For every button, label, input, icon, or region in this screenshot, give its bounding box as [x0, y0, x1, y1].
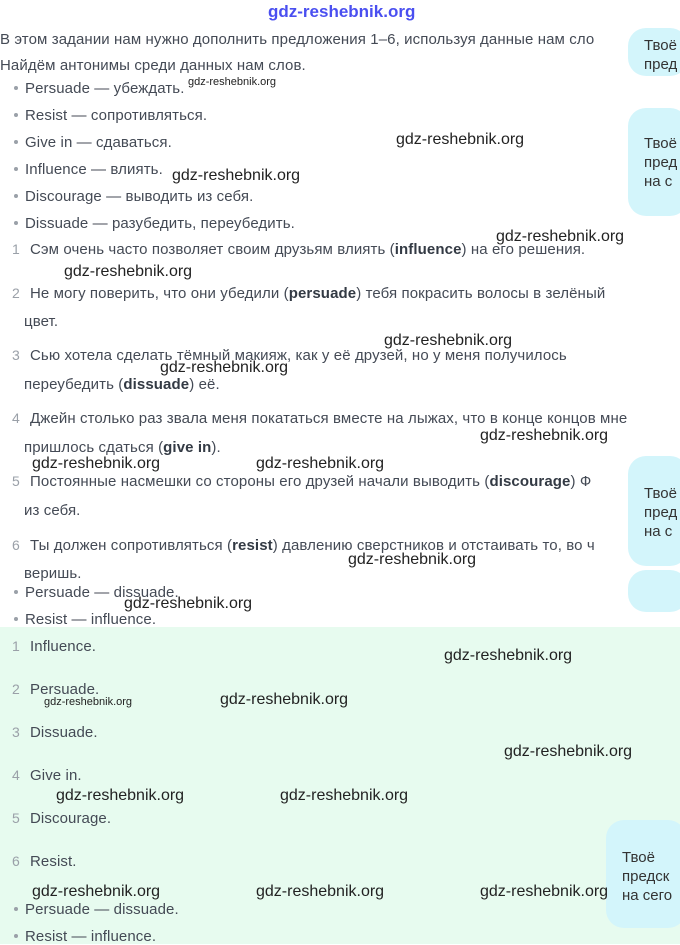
- watermark: gdz-reshebnik.org: [32, 883, 161, 900]
- sentence-number: 1: [12, 241, 20, 257]
- watermark: gdz-reshebnik.org: [480, 883, 609, 900]
- intro-line-1: В этом задании нам нужно дополнить предложения 1–6, используя данные нам сло: [0, 31, 595, 48]
- watermark: gdz-reshebnik.org: [56, 787, 185, 804]
- vocab-item: Influence — влиять.: [13, 161, 163, 178]
- prediction-bubble[interactable]: Твоё предск на сего: [606, 820, 680, 928]
- watermark: gdz-reshebnik.org: [280, 787, 409, 804]
- bubble-fragment: [628, 570, 680, 612]
- answer-1: 1 Influence.: [12, 638, 97, 655]
- prediction-bubble[interactable]: Твоё пред: [628, 28, 680, 76]
- sentence-number: 3: [12, 347, 20, 363]
- antonym-item: Resist — influence.: [13, 611, 156, 628]
- watermark: gdz-reshebnik.org: [64, 263, 193, 280]
- sentence-6-line-2: веришь.: [24, 565, 82, 582]
- watermark: gdz-reshebnik.org: [504, 743, 633, 760]
- watermark: gdz-reshebnik.org: [396, 131, 525, 148]
- watermark: gdz-reshebnik.org: [188, 76, 277, 88]
- vocab-item: Give in — сдаваться.: [13, 134, 172, 151]
- sentence-6: 6 Ты должен сопротивляться (resist) давлению сверстников и отстаивать то, во ч: [12, 537, 595, 554]
- answer-2: 2 Persuade.: [12, 681, 100, 698]
- sentence-5-line-2: из себя.: [24, 502, 81, 519]
- vocab-item: Discourage — выводить из себя.: [13, 188, 253, 205]
- header-watermark: gdz-reshebnik.org: [268, 2, 416, 21]
- vocab-item: Resist — сопротивляться.: [13, 107, 207, 124]
- watermark: gdz-reshebnik.org: [496, 228, 625, 245]
- watermark: gdz-reshebnik.org: [348, 551, 477, 568]
- sentence-5: 5 Постоянные насмешки со стороны его друзей начали выводить (discourage) Ф: [12, 473, 592, 490]
- answer-3: 3 Dissuade.: [12, 724, 98, 741]
- watermark: gdz-reshebnik.org: [32, 455, 161, 472]
- sentence-number: 6: [12, 537, 20, 553]
- sentence-number: 2: [12, 285, 20, 301]
- prediction-bubble[interactable]: Твоё пред на с: [628, 456, 680, 566]
- vocab-item: Persuade — убеждать.: [13, 80, 184, 97]
- sentence-2-line-2: цвет.: [24, 313, 59, 330]
- watermark: gdz-reshebnik.org: [172, 167, 301, 184]
- watermark: gdz-reshebnik.org: [480, 427, 609, 444]
- watermark: gdz-reshebnik.org: [220, 691, 349, 708]
- sentence-1: 1 Сэм очень часто позволяет своим друзьям влиять (influence) на его решения.: [12, 241, 586, 258]
- sentence-4-line-2: пришлось сдаться (give in).: [24, 439, 221, 456]
- antonym-item: Persuade — dissuade.: [13, 901, 179, 918]
- sentence-4: 4 Джейн столько раз звала меня покататься вместе на лыжах, что в конце концов мне: [12, 410, 628, 427]
- watermark: gdz-reshebnik.org: [256, 883, 385, 900]
- prediction-bubble[interactable]: Твоё пред на с: [628, 108, 680, 216]
- watermark: gdz-reshebnik.org: [124, 595, 253, 612]
- answer-5: 5 Discourage.: [12, 810, 112, 827]
- watermark: gdz-reshebnik.org: [256, 455, 385, 472]
- antonym-item: Persuade — dissuade.: [13, 584, 179, 601]
- antonym-item: Resist — influence.: [13, 928, 156, 945]
- sentence-number: 4: [12, 410, 20, 426]
- watermark: gdz-reshebnik.org: [444, 647, 573, 664]
- answer-6: 6 Resist.: [12, 853, 77, 870]
- sentence-3: 3 Сью хотела сделать тёмный макияж, как у её друзей, но у меня получилось: [12, 347, 567, 364]
- sentence-number: 5: [12, 473, 20, 489]
- watermark: gdz-reshebnik.org: [384, 332, 513, 349]
- sentence-3-line-2: переубедить (dissuade) её.: [24, 376, 220, 393]
- answer-4: 4 Give in.: [12, 767, 82, 784]
- watermark: gdz-reshebnik.org: [160, 359, 289, 376]
- watermark: gdz-reshebnik.org: [44, 696, 133, 708]
- sentence-2: 2 Не могу поверить, что они убедили (persuade) тебя покрасить волосы в зелёный: [12, 285, 606, 302]
- vocab-item: Dissuade — разубедить, переубедить.: [13, 215, 295, 232]
- intro-line-2: Найдём антонимы среди данных нам слов.: [0, 57, 306, 74]
